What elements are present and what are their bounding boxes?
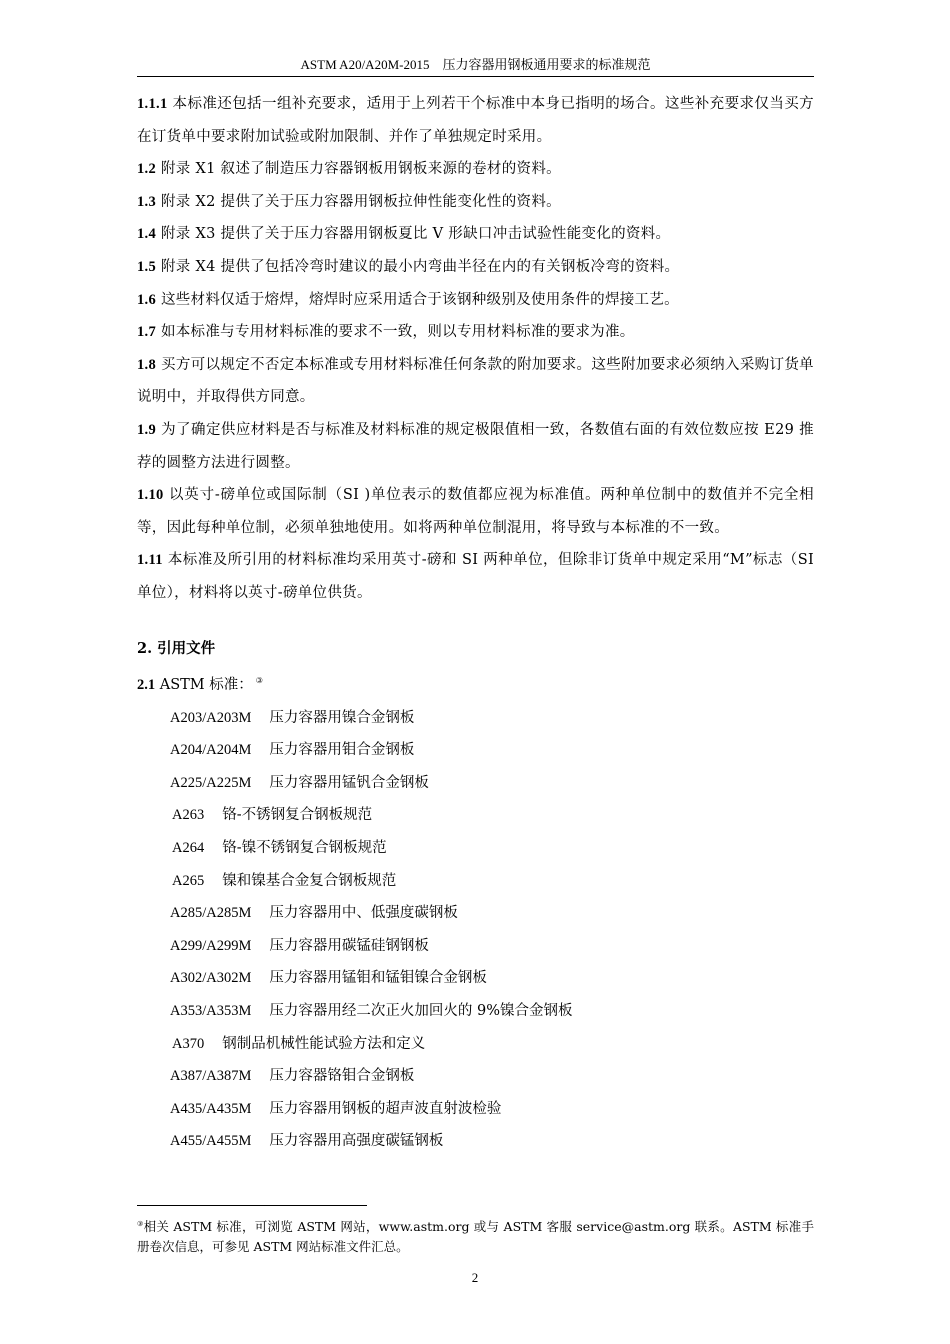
reference-item — [137, 734, 814, 767]
reference-list — [137, 702, 814, 1158]
page-number: 2 — [471, 1270, 479, 1285]
reference-title: 压力容器铬钼合金钢板 — [269, 1068, 415, 1085]
reference-item — [137, 865, 814, 898]
reference-code[interactable]: A435/A435M — [170, 1100, 252, 1117]
reference-title: 压力容器用锰钒合金钢板 — [269, 774, 429, 791]
reference-code[interactable]: A265 — [172, 872, 205, 889]
clause-text: 这些材料仅适于熔焊，熔焊时应采用适合于该钢种级别及使用条件的焊接工艺。 — [160, 291, 679, 308]
clause-1-7 — [137, 316, 814, 349]
clause-text: 本标准还包括一组补充要求，适用于上列若干个标准中本身已指明的场合。这些补充要求仅当买方在订货单中要求附加试验或附加限制、并作了单独规定时采用。 — [137, 96, 814, 145]
reference-title: 铬-镍不锈钢复合钢板规范 — [222, 840, 387, 857]
clause-1-1-1 — [137, 88, 814, 153]
section-title: 2. 引用文件 — [137, 639, 216, 657]
subsection-2-1 — [137, 665, 814, 702]
clause-text: 如本标准与专用材料标准的要求不一致，则以专用材料标准的要求为准。 — [160, 324, 635, 341]
reference-title: 铬-不锈钢复合钢板规范 — [222, 807, 373, 824]
clause-number: 1.6 — [137, 291, 157, 308]
clause-number: 1.5 — [137, 258, 157, 275]
clause-number: 1.9 — [137, 421, 157, 438]
reference-title: 压力容器用钼合金钢板 — [269, 742, 415, 759]
reference-code[interactable]: A302/A302M — [170, 970, 252, 987]
clause-text: 本标准及所引用的材料标准均采用英寸-磅和 SI 两种单位，但除非订货单中规定采用“M”标志（SI 单位），材料将以英寸-磅单位供货。 — [137, 552, 814, 601]
clause-1-10 — [137, 479, 814, 544]
clause-text: 附录 X4 提供了包括冷弯时建议的最小内弯曲半径在内的有关钢板冷弯的资料。 — [160, 258, 680, 275]
reference-item — [137, 799, 814, 832]
reference-item — [137, 995, 814, 1028]
reference-code[interactable]: A455/A455M — [170, 1133, 252, 1150]
clause-1-6 — [137, 284, 814, 317]
clause-number: 1.11 — [137, 552, 163, 569]
clause-number: 1.4 — [137, 226, 157, 243]
footnote — [137, 1214, 814, 1257]
reference-title: 钢制品机械性能试验方法和定义 — [222, 1035, 426, 1052]
footnote-text: 相关 ASTM 标准，可浏览 ASTM 网站，www.astm.org 或与 ASTM 客服 service@astm.org 联系。ASTM 标准手册卷次信息，可参见 ASTM 网站标准文件汇总。 — [137, 1219, 814, 1254]
reference-code[interactable]: A203/A203M — [170, 709, 252, 726]
reference-code[interactable]: A225/A225M — [170, 774, 252, 791]
reference-item — [137, 962, 814, 995]
clause-number: 1.7 — [137, 324, 157, 341]
reference-item — [137, 702, 814, 735]
clause-list — [137, 88, 814, 610]
clause-text: 为了确定供应材料是否与标准及材料标准的规定极限值相一致，各数值右面的有效位数应按 E29 推荐的圆整方法进行圆整。 — [137, 421, 814, 471]
clause-text: 附录 X2 提供了关于压力容器用钢板拉伸性能变化性的资料。 — [160, 193, 561, 210]
clause-1-4 — [137, 218, 814, 251]
reference-item — [137, 767, 814, 800]
reference-code[interactable]: A370 — [172, 1035, 205, 1052]
clause-1-3 — [137, 186, 814, 219]
reference-title: 镍和镍基合金复合钢板规范 — [222, 872, 397, 889]
reference-code[interactable]: A353/A353M — [170, 1003, 252, 1020]
reference-item — [137, 1093, 814, 1126]
reference-title: 压力容器用镍合金钢板 — [269, 709, 415, 726]
footnote-rule — [137, 1205, 367, 1206]
reference-code[interactable]: A204/A204M — [170, 742, 252, 759]
reference-code[interactable]: A263 — [172, 807, 205, 824]
footnote-mark: ③ — [137, 1220, 144, 1228]
document-body — [137, 88, 814, 1158]
clause-1-8 — [137, 349, 814, 414]
subsection-number: 2.1 — [137, 677, 156, 694]
reference-title: 压力容器用高强度碳锰钢板 — [269, 1133, 444, 1150]
reference-title: 压力容器用中、低强度碳钢板 — [269, 905, 458, 922]
clause-number: 1.8 — [137, 356, 157, 373]
reference-title: 压力容器用经二次正火加回火的 9%镍合金钢板 — [269, 1003, 573, 1020]
reference-title: 压力容器用钢板的超声波直射波检验 — [269, 1100, 502, 1117]
reference-code[interactable]: A299/A299M — [170, 937, 252, 954]
reference-item — [137, 1060, 814, 1093]
clause-1-11 — [137, 544, 814, 609]
running-header: ASTM A20/A20M-2015 压力容器用钢板通用要求的标准规范 — [300, 57, 651, 72]
header-rule — [137, 76, 814, 77]
clause-text: 附录 X3 提供了关于压力容器用钢板夏比 V 形缺口冲击试验性能变化的资料。 — [160, 226, 671, 243]
reference-item — [137, 1125, 814, 1158]
reference-code[interactable]: A285/A285M — [170, 905, 252, 922]
clause-1-9 — [137, 414, 814, 479]
reference-code[interactable]: A264 — [172, 840, 205, 857]
clause-1-5 — [137, 251, 814, 284]
clause-number: 1.2 — [137, 161, 157, 178]
subsection-text: ASTM 标准： — [159, 677, 253, 694]
clause-text: 以英寸-磅单位或国际制（SI )单位表示的数值都应视为标准值。两种单位制中的数值并不完全相等，因此每种单位制，必须单独地使用。如将两种单位制混用，将导致与本标准的不一致。 — [137, 487, 814, 536]
footnote-ref-mark[interactable]: ③ — [255, 676, 263, 686]
clause-1-2 — [137, 153, 814, 186]
clause-number: 1.1.1 — [137, 96, 168, 112]
reference-title: 压力容器用碳锰硅钢钢板 — [269, 937, 429, 954]
reference-item — [137, 832, 814, 865]
reference-code[interactable]: A387/A387M — [170, 1068, 252, 1085]
reference-item — [137, 897, 814, 930]
clause-number: 1.3 — [137, 193, 157, 210]
reference-item — [137, 930, 814, 963]
clause-text: 买方可以规定不否定本标准或专用材料标准任何条款的附加要求。这些附加要求必须纳入采购订货单说明中，并取得供方同意。 — [137, 356, 814, 406]
reference-title: 压力容器用锰钼和锰钼镍合金钢板 — [269, 970, 487, 987]
clause-text: 附录 X1 叙述了制造压力容器钢板用钢板来源的卷材的资料。 — [160, 161, 561, 178]
clause-number: 1.10 — [137, 487, 164, 504]
reference-item — [137, 1028, 814, 1061]
